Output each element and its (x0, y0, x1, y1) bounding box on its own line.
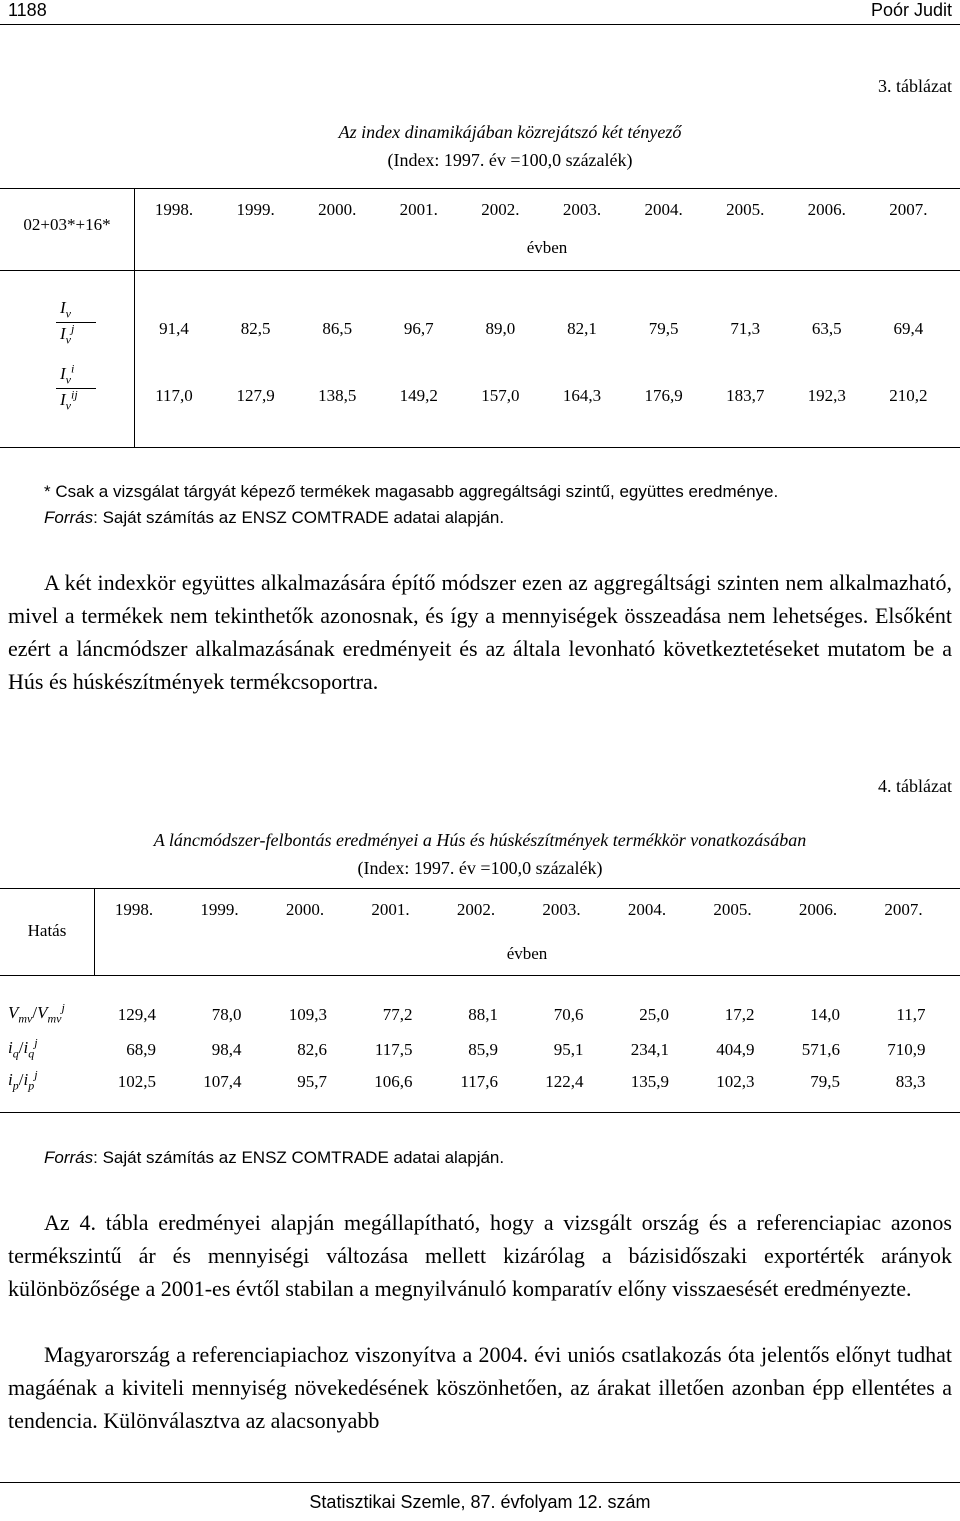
table-cell: 710,9 (887, 1040, 926, 1059)
table-cell: 25,0 (639, 1005, 669, 1024)
table-3-subtitle: (Index: 1997. év =100,0 százalék) (387, 150, 633, 170)
table-cell: 404,9 (716, 1040, 755, 1059)
table-4-year-unit: évben (506, 944, 548, 963)
table-3-bottom-rule (0, 447, 960, 448)
table-4-bottom-rule (0, 1112, 960, 1113)
table-cell: 82,5 (240, 319, 271, 338)
year-header-cell: 1999. (200, 900, 239, 919)
table-4-corner-label: Hatás (27, 921, 67, 940)
table-cell: 82,1 (567, 319, 597, 338)
table-4-source: Forrás: Saját számítás az ENSZ COMTRADE adatai alapján. (44, 1148, 505, 1167)
table-cell: 86,5 (322, 319, 353, 338)
page-number: 1188 (8, 0, 47, 20)
year-header-cell: 2004. (627, 900, 667, 919)
year-header-cell: 2005. (726, 200, 765, 219)
table-3-source: Forrás: Saját számítás az ENSZ COMTRADE adatai alapján. (44, 508, 505, 527)
table-cell: 83,3 (895, 1072, 926, 1091)
table-cell: 109,3 (288, 1005, 327, 1024)
table-cell: 164,3 (562, 386, 602, 405)
table-cell: 77,2 (382, 1005, 413, 1024)
table-cell: 14,0 (810, 1005, 840, 1024)
table-cell: 95,1 (553, 1040, 584, 1059)
table-3-column-divider (134, 188, 135, 447)
footer-rule (0, 1482, 960, 1483)
table-cell: 210,2 (889, 386, 928, 405)
row-2-numerator: $I_v^i$ (60, 361, 75, 387)
table-cell: 127,9 (236, 386, 275, 405)
year-header-cell: 1998. (154, 200, 194, 219)
body-paragraph-3: Magyarország a referenciapiachoz viszonyítva a 2004. évi uniós csatlakozás óta jelentős előnyt tudhat magáénak a kiviteli mennyiség növekedésének köszönhetően, az árakat illetően azonban épp ellentétes a tendencia. Különválasztva az alacsonyabb (8, 1342, 952, 1433)
table-cell: 68,9 (126, 1040, 156, 1059)
table-cell: 17,2 (724, 1005, 755, 1024)
table-4-top-rule (0, 888, 960, 889)
table-cell: 71,3 (730, 319, 761, 338)
table-4-row-2-label: $i_q/i_q^j$ (8, 1035, 38, 1061)
year-header-cell: 1999. (236, 200, 275, 219)
year-header-cell: 2007. (889, 200, 928, 219)
table-3-caption (0, 118, 960, 174)
row-1-numerator: $I_v$ (60, 298, 71, 321)
table-3-year-unit: évben (526, 238, 568, 257)
table-cell: 117,6 (460, 1072, 498, 1091)
year-header-cell: 2000. (285, 900, 325, 919)
table-cell: 176,9 (644, 386, 683, 405)
table-cell: 79,5 (648, 319, 679, 338)
table-cell: 95,7 (297, 1072, 327, 1091)
table-cell: 69,4 (893, 319, 924, 338)
table-cell: 82,6 (297, 1040, 327, 1059)
table-4-label: 4. táblázat (878, 776, 952, 796)
table-cell: 78,0 (211, 1005, 242, 1024)
table-3-header-rule (0, 270, 960, 271)
body-paragraph-1: A két indexkör együttes alkalmazására építő módszer ezen az aggregáltsági szinten nem alkalmazható, mivel a termékek nem tekinthetők azonosnak, és így a mennyiségek összeadása nem lehetséges. Elsőként ezért a láncmódszer alkalmazásának eredményeit és az általa levonható következtetéseket mutatom be a Hús és húskészítmények termékcsoportra. (8, 570, 952, 694)
table-4-title: A láncmódszer-felbontás eredményei a Hús és húskészítmények termékkör vonatkozásában (153, 830, 807, 850)
year-header-cell: 2006. (798, 900, 838, 919)
year-header-cell: 2003. (542, 900, 581, 919)
table-cell: 117,5 (374, 1040, 413, 1059)
table-cell: 122,4 (545, 1072, 584, 1091)
table-cell: 129,4 (117, 1005, 156, 1024)
table-3-top-rule (0, 188, 960, 189)
year-header-cell: 2001. (399, 200, 438, 219)
table-4-row-3-label: $i_p/i_p^j$ (8, 1067, 38, 1093)
table-3-corner-label: 02+03*+16* (23, 215, 111, 234)
table-cell: 157,0 (481, 386, 520, 405)
footer-journal: Statisztikai Szemle, 87. évfolyam 12. szám (309, 1492, 651, 1512)
table-3-title: Az index dinamikájában közrejátszó két tényező (338, 122, 682, 142)
table-cell: 63,5 (811, 319, 842, 338)
year-header-cell: 2007. (884, 900, 923, 919)
table-cell: 98,4 (211, 1040, 242, 1059)
row-1-denominator: $I_v^j$ (60, 321, 75, 347)
year-header-cell: 2006. (807, 200, 846, 219)
table-4-row-1-label: $V_{mv}/V_{mv}^j$ (8, 1000, 65, 1026)
table-cell: 138,5 (318, 386, 357, 405)
table-cell: 117,0 (155, 386, 193, 405)
year-header-cell: 2001. (371, 900, 410, 919)
table-4-header-rule (0, 975, 960, 976)
table-cell: 192,3 (807, 386, 846, 405)
table-cell: 79,5 (810, 1072, 840, 1091)
running-head-author: Poór Judit (870, 0, 952, 20)
table-cell: 106,6 (374, 1072, 413, 1091)
table-cell: 183,7 (726, 386, 765, 405)
body-paragraph-2: Az 4. tábla eredményei alapján megállapítható, hogy a vizsgált ország és a referenciapiac azonos termékszintű ár és mennyiségi változása mellett kizárólag a bázisidőszaki exportérték arányok különbözősége a 2001-es évtől stabilan a megnyilvánuló komparatív előny visszaesését eredményezte. (8, 1210, 952, 1301)
row-2-denominator: $I_v^{ij}$ (60, 387, 78, 413)
fraction-bar (56, 322, 96, 323)
table-cell: 107,4 (203, 1072, 242, 1091)
table-cell: 70,6 (553, 1005, 584, 1024)
year-header-cell: 2004. (644, 200, 683, 219)
table-cell: 234,1 (630, 1040, 669, 1059)
table-3-row-2-label (50, 361, 100, 424)
table-cell: 96,7 (403, 319, 434, 338)
table-cell: 102,5 (117, 1072, 156, 1091)
table-4-subtitle: (Index: 1997. év =100,0 százalék) (357, 858, 603, 878)
year-header-cell: 2000. (318, 200, 357, 219)
year-header-cell: 2005. (713, 900, 752, 919)
table-cell: 135,9 (630, 1072, 669, 1091)
table-cell: 11,7 (896, 1005, 926, 1024)
year-header-cell: 2002. (456, 900, 496, 919)
table-3-footnote: * Csak a vizsgálat tárgyát képező termékek magasabb aggregáltsági szintű, együttes eredménye. (44, 482, 779, 501)
table-cell: 88,1 (468, 1005, 498, 1024)
table-3-row-1-label (50, 298, 100, 358)
table-cell: 102,3 (716, 1072, 755, 1091)
table-cell: 149,2 (399, 386, 438, 405)
year-header-cell: 2002. (481, 200, 520, 219)
year-header-cell: 2003. (562, 200, 602, 219)
table-cell: 91,4 (159, 319, 189, 338)
year-header-cell: 1998. (114, 900, 154, 919)
table-cell: 89,0 (485, 319, 516, 338)
table-cell: 571,6 (801, 1040, 840, 1059)
header-rule (0, 24, 960, 25)
table-4-caption (0, 826, 960, 882)
table-3-label: 3. táblázat (878, 76, 952, 96)
table-cell: 85,9 (468, 1040, 498, 1059)
